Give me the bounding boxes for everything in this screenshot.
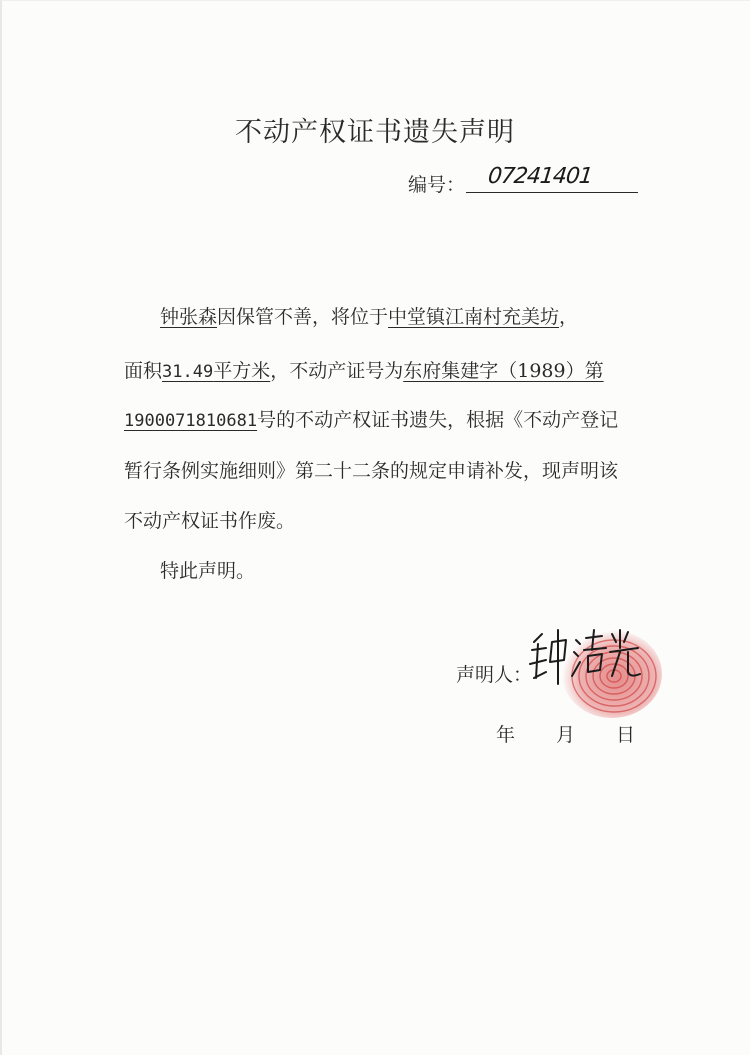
body-text-1-end: ， <box>559 306 579 328</box>
body-text-3: 号的不动产权证书遗失，根据《不动产登记 <box>257 409 619 431</box>
body-line-3 <box>124 405 618 432</box>
date-day-label: 日 <box>616 724 636 746</box>
property-location: 中堂镇江南村充美坊 <box>388 306 560 328</box>
serial-number-handwritten: 07241401 <box>486 164 594 189</box>
body-line-1 <box>160 302 578 329</box>
area-prefix: 面积 <box>124 360 163 382</box>
certificate-number-part1: 东府集建字（1989）第 <box>403 360 604 382</box>
date-year-label: 年 <box>496 724 516 746</box>
declarant-label: 声明人： <box>456 664 533 686</box>
body-line-4: 暂行条例实施细则》第二十二条的规定申请补发，现声明该 <box>124 460 619 482</box>
body-text-2: ，不动产证号为 <box>270 360 404 382</box>
area-unit: 平方米 <box>213 360 271 382</box>
body-line-5: 不动产权证书作废。 <box>124 510 296 532</box>
date-month-label: 月 <box>556 724 576 746</box>
document-title: 不动产权证书遗失声明 <box>235 117 515 148</box>
serial-underline <box>466 192 638 193</box>
serial-label: 编号： <box>408 174 466 196</box>
closing-statement: 特此声明。 <box>160 560 256 582</box>
body-line-2 <box>124 356 604 383</box>
handwritten-signature <box>524 620 644 700</box>
certificate-number-part2: 1900071810681 <box>124 411 258 431</box>
area-value: 31.49 <box>162 362 214 382</box>
owner-name: 钟张森 <box>160 306 218 328</box>
body-text-1: 因保管不善，将位于 <box>217 306 389 328</box>
